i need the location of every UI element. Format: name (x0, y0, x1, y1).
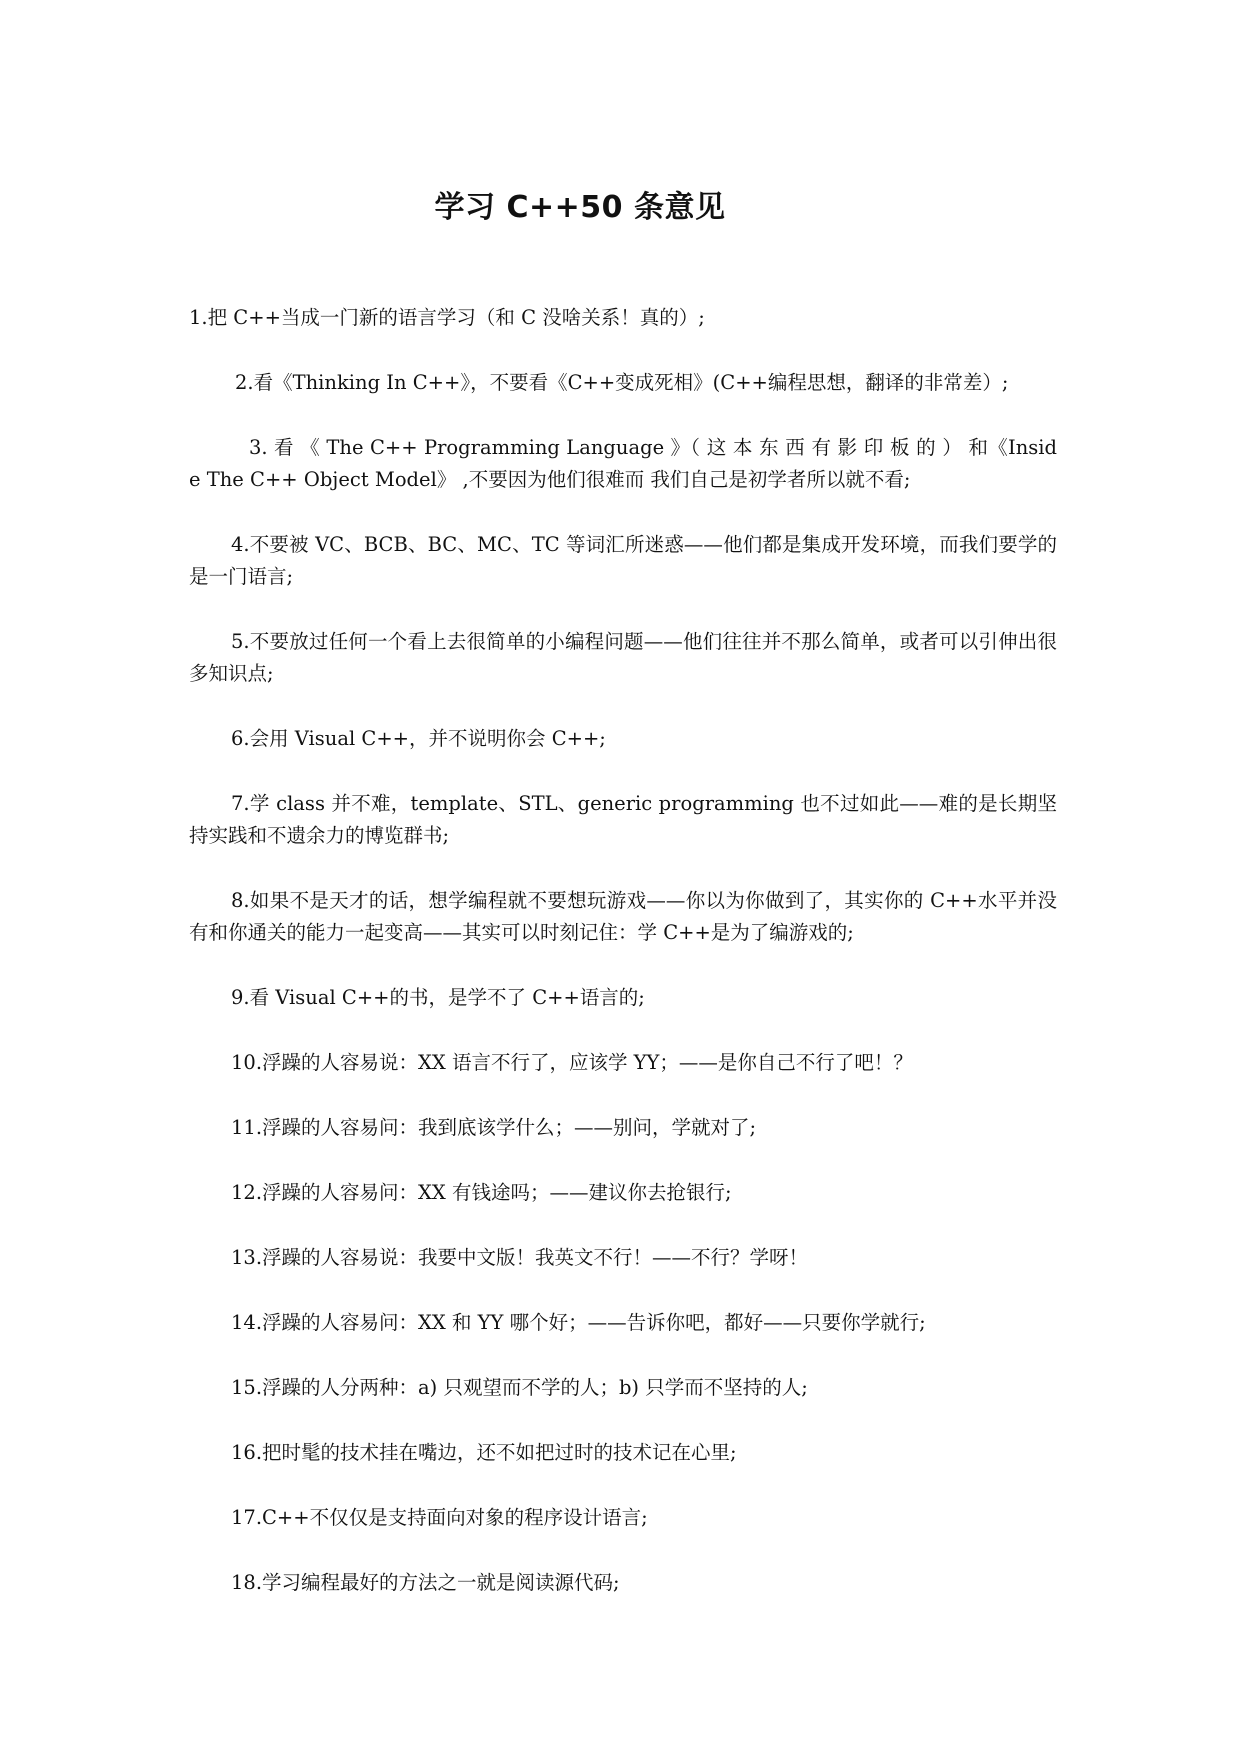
advice-item-12: 12.浮躁的人容易问：XX 有钱途吗；——建议你去抢银行; (231, 1181, 732, 1204)
advice-item-15: 15.浮躁的人分两种：a) 只观望而不学的人；b) 只学而不坚持的人; (231, 1376, 808, 1399)
advice-item-14: 14.浮躁的人容易问：XX 和 YY 哪个好；——告诉你吧，都好——只要你学就行; (231, 1311, 926, 1334)
advice-list (189, 302, 1057, 1632)
advice-item-16: 16.把时髦的技术挂在嘴边，还不如把过时的技术记在心里; (231, 1441, 737, 1464)
advice-item-10: 10.浮躁的人容易说：XX 语言不行了，应该学 YY；——是你自己不行了吧！？ (231, 1051, 913, 1074)
advice-item-7: 7.学 class 并不难，template、STL、generic programming 也不过如此——难的是长期坚持实践和不遗余力的博览群书; (189, 792, 1057, 847)
advice-item-13: 13.浮躁的人容易说：我要中文版！我英文不行！——不行？学呀！ (231, 1246, 809, 1269)
advice-item-5: 5.不要放过任何一个看上去很简单的小编程问题——他们往往并不那么简单，或者可以引伸出很多知识点; (189, 630, 1057, 685)
advice-item-17: 17.C++不仅仅是支持面向对象的程序设计语言; (231, 1506, 648, 1529)
advice-item-6: 6.会用 Visual C++，并不说明你会 C++; (231, 727, 606, 750)
advice-item-2: 2.看《Thinking In C++》，不要看《C++变成死相》(C++编程思想，翻译的非常差）; (235, 371, 1009, 394)
advice-item-3: 3. 看 《 The C++ Programming Language 》（ 这 本 东 西 有 影 印 板 的 ） 和《Inside The C++ Object Model》 ,不要因为他们很难而 我们自己是初学者所以就不看; (189, 436, 1057, 491)
advice-item-11: 11.浮躁的人容易问：我到底该学什么；——别问，学就对了; (231, 1116, 757, 1139)
advice-item-8: 8.如果不是天才的话，想学编程就不要想玩游戏——你以为你做到了，其实你的 C++水平并没有和你通关的能力一起变高——其实可以时刻记住：学 C++是为了编游戏的; (189, 889, 1057, 944)
document-title: 学习 C++50 条意见 (434, 190, 726, 225)
advice-item-9: 9.看 Visual C++的书，是学不了 C++语言的; (231, 986, 645, 1009)
advice-item-1: 1.把 C++当成一门新的语言学习（和 C 没啥关系！真的）; (189, 306, 705, 329)
advice-item-4: 4.不要被 VC、BCB、BC、MC、TC 等词汇所迷惑——他们都是集成开发环境，而我们要学的是一门语言; (189, 533, 1057, 588)
advice-item-18: 18.学习编程最好的方法之一就是阅读源代码; (231, 1571, 620, 1594)
